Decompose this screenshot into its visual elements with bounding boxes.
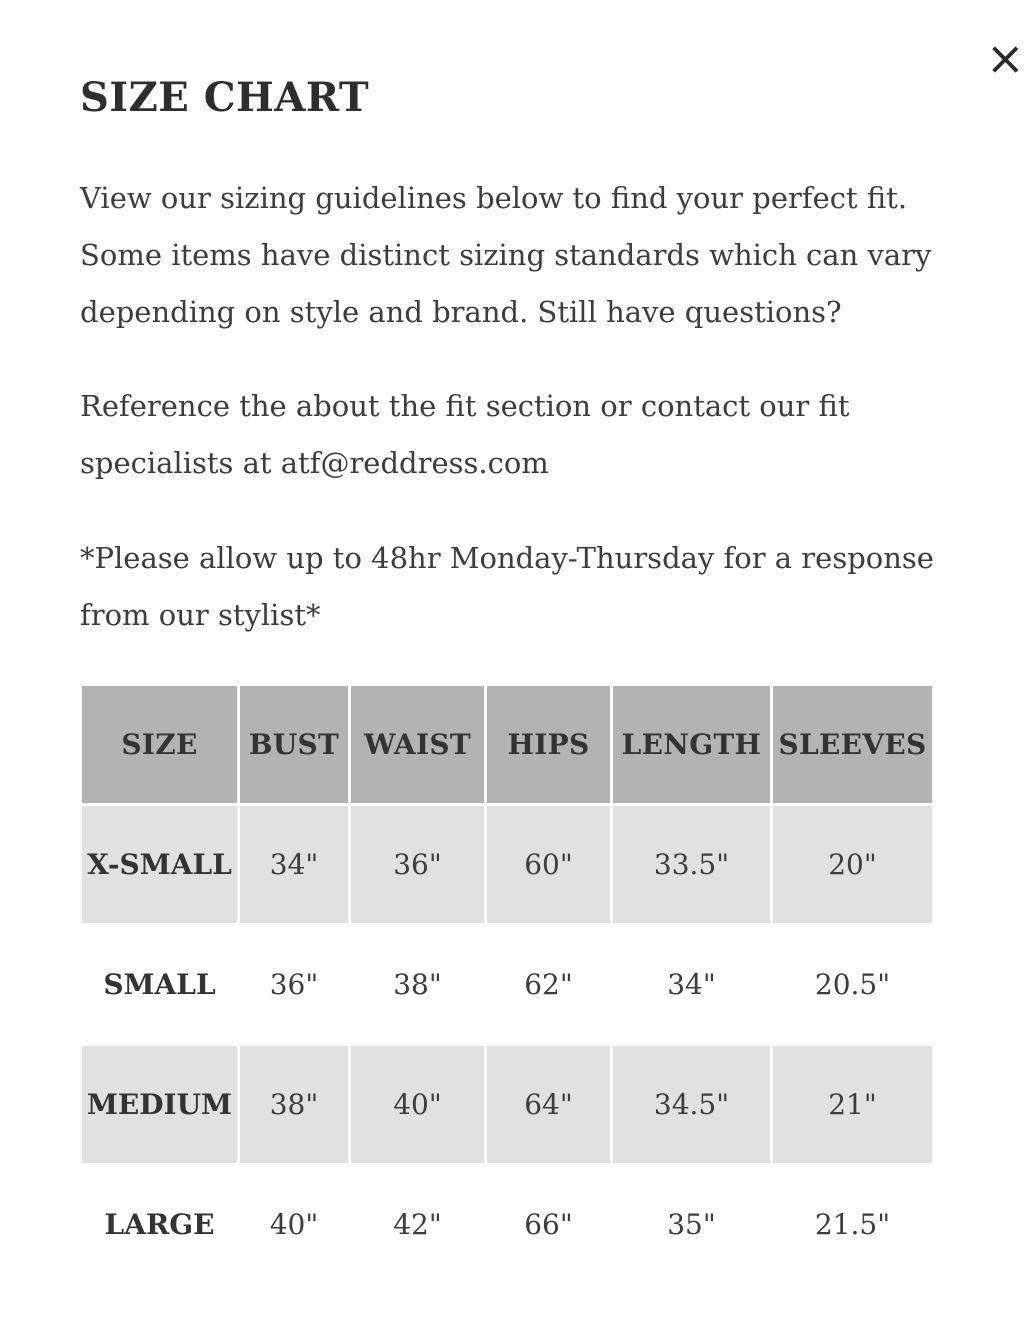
size-label: X-SMALL xyxy=(82,806,237,923)
header-waist: WAIST xyxy=(351,686,484,803)
size-chart-table xyxy=(79,683,935,1286)
length-value: 34.5" xyxy=(613,1046,770,1163)
waist-value: 38" xyxy=(351,926,484,1043)
page-title: SIZE CHART xyxy=(80,74,370,121)
sleeves-value: 20.5" xyxy=(773,926,932,1043)
bust-value: 40" xyxy=(240,1166,348,1283)
hips-value: 66" xyxy=(487,1166,610,1283)
sleeves-value: 21.5" xyxy=(773,1166,932,1283)
table-header-row xyxy=(82,686,932,803)
waist-value: 42" xyxy=(351,1166,484,1283)
table-row xyxy=(82,926,932,1043)
header-length: LENGTH xyxy=(613,686,770,803)
header-sleeves: SLEEVES xyxy=(773,686,932,803)
length-value: 34" xyxy=(613,926,770,1043)
size-label: SMALL xyxy=(82,926,237,1043)
header-size: SIZE xyxy=(82,686,237,803)
table-row xyxy=(82,806,932,923)
table-row xyxy=(82,1046,932,1163)
hips-value: 64" xyxy=(487,1046,610,1163)
length-value: 35" xyxy=(613,1166,770,1283)
waist-value: 40" xyxy=(351,1046,484,1163)
intro-text: View our sizing guidelines below to find your perfect fit. Some items have distinct sizing standards which can vary depending on style and brand. Still have questions? xyxy=(80,181,932,329)
length-value: 33.5" xyxy=(613,806,770,923)
size-label: MEDIUM xyxy=(82,1046,237,1163)
table-row xyxy=(82,1166,932,1283)
sleeves-value: 21" xyxy=(773,1046,932,1163)
sleeves-value: 20" xyxy=(773,806,932,923)
bust-value: 36" xyxy=(240,926,348,1043)
bust-value: 34" xyxy=(240,806,348,923)
header-hips: HIPS xyxy=(487,686,610,803)
close-icon: × xyxy=(986,31,1025,85)
reference-text: Reference the about the fit section or contact our fit specialists at atf@reddress.com xyxy=(80,389,850,480)
close-button[interactable] xyxy=(986,31,1025,85)
header-bust: BUST xyxy=(240,686,348,803)
size-label: LARGE xyxy=(82,1166,237,1283)
hips-value: 62" xyxy=(487,926,610,1043)
hips-value: 60" xyxy=(487,806,610,923)
response-note: *Please allow up to 48hr Monday-Thursday for a response from our stylist* xyxy=(80,541,934,632)
waist-value: 36" xyxy=(351,806,484,923)
bust-value: 38" xyxy=(240,1046,348,1163)
